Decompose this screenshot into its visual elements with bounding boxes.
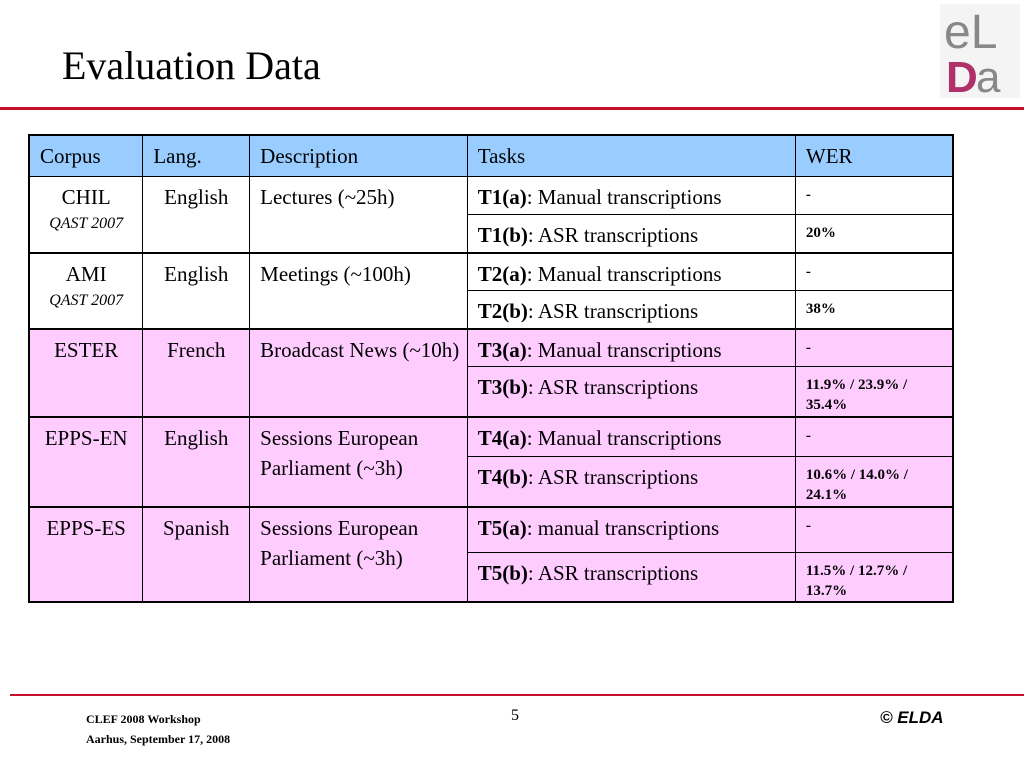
task-code-close: ) <box>519 261 527 286</box>
corpus-cell <box>29 417 143 507</box>
table-row <box>29 329 953 367</box>
evaluation-data-table <box>28 134 954 603</box>
task-description: : Manual transcriptions <box>526 261 722 286</box>
task-cell <box>467 553 795 603</box>
task-description: : ASR transcriptions <box>527 299 699 323</box>
task-code-close: ) <box>519 425 527 450</box>
task-code-close: ) <box>520 223 528 247</box>
corpus-subtitle: QAST 2007 <box>49 215 124 232</box>
elda-logo <box>940 4 1020 98</box>
header-corpus: Corpus <box>29 135 143 177</box>
table-row <box>29 177 953 215</box>
bottom-divider <box>10 694 1024 696</box>
task-code: T4(b <box>477 465 521 489</box>
task-code-close: ) <box>519 515 527 540</box>
task-description: : ASR transcriptions <box>527 465 699 489</box>
corpus-cell <box>29 177 143 253</box>
header-description: Description <box>250 135 468 177</box>
svg-text:a: a <box>976 53 1001 98</box>
task-code: T3(b <box>477 375 521 399</box>
header-tasks: Tasks <box>467 135 795 177</box>
slide-title: Evaluation Data <box>62 43 321 88</box>
task-code: T2(b <box>477 299 521 323</box>
wer-cell: - <box>795 177 953 215</box>
task-code: T5(a <box>477 515 520 540</box>
corpus-name: CHIL <box>61 185 111 209</box>
language-cell: English <box>143 417 250 507</box>
task-cell <box>467 177 795 215</box>
task-description: : Manual transcriptions <box>526 185 722 209</box>
table-row <box>29 417 953 457</box>
task-code: T2(a <box>477 261 520 286</box>
language-cell: Spanish <box>143 507 250 603</box>
corpus-name: AMI <box>65 261 107 286</box>
corpus-cell <box>29 253 143 329</box>
corpus-name: ESTER <box>54 337 119 362</box>
table-row <box>29 253 953 291</box>
corpus-subtitle: QAST 2007 <box>49 291 124 309</box>
task-code: T1(b <box>477 223 521 247</box>
description-cell: Lectures (~25h) <box>250 177 468 253</box>
table-row <box>29 507 953 553</box>
svg-text:eL: eL <box>944 6 998 59</box>
wer-cell: 10.6% / 14.0% / 24.1% <box>795 457 953 507</box>
task-cell <box>467 215 795 253</box>
table-header-row <box>29 135 953 177</box>
top-divider <box>0 107 1024 110</box>
task-cell <box>467 291 795 329</box>
task-description: : Manual transcriptions <box>526 337 722 362</box>
description-cell: Sessions European Parliament (~3h) <box>250 507 468 603</box>
task-code-close: ) <box>520 561 528 585</box>
copyright-notice: © ELDA <box>880 708 944 727</box>
task-cell <box>467 367 795 417</box>
table-body <box>29 177 953 603</box>
task-description: : ASR transcriptions <box>527 223 699 247</box>
task-description: : Manual transcriptions <box>526 425 722 450</box>
footer-date: Aarhus, September 17, 2008 <box>86 732 231 746</box>
task-description: : ASR transcriptions <box>527 375 699 399</box>
header-wer: WER <box>795 135 953 177</box>
page-number: 5 <box>511 707 519 724</box>
task-code-close: ) <box>520 465 528 489</box>
footer-workshop: CLEF 2008 Workshop <box>86 712 201 726</box>
corpus-cell <box>29 507 143 603</box>
task-code-close: ) <box>519 185 527 209</box>
corpus-name: EPPS-ES <box>46 515 126 540</box>
header-lang: Lang. <box>143 135 250 177</box>
wer-cell: - <box>795 253 953 291</box>
task-description: : manual transcriptions <box>526 515 720 540</box>
task-cell <box>467 507 795 553</box>
task-cell <box>467 417 795 457</box>
task-code: T5(b <box>477 561 521 585</box>
wer-cell: 11.9% / 23.9% / 35.4% <box>795 367 953 417</box>
task-cell <box>467 457 795 507</box>
task-code-close: ) <box>520 375 528 399</box>
task-code-close: ) <box>520 299 528 323</box>
language-cell: English <box>143 177 250 253</box>
description-cell: Meetings (~100h) <box>250 253 468 329</box>
task-description: : ASR transcriptions <box>527 561 699 585</box>
task-cell <box>467 329 795 367</box>
svg-text:D: D <box>946 53 978 98</box>
wer-cell: - <box>795 507 953 553</box>
language-cell: English <box>143 253 250 329</box>
description-cell: Broadcast News (~10h) <box>250 329 468 417</box>
language-cell: French <box>143 329 250 417</box>
task-code-close: ) <box>519 337 527 362</box>
corpus-name: EPPS-EN <box>44 425 128 450</box>
task-code: T1(a <box>477 185 520 209</box>
wer-cell: 20% <box>795 215 953 253</box>
task-code: T4(a <box>477 425 520 450</box>
wer-cell: 38% <box>795 291 953 329</box>
description-cell: Sessions European Parliament (~3h) <box>250 417 468 507</box>
wer-cell: 11.5% / 12.7% / 13.7% <box>795 553 953 603</box>
task-code: T3(a <box>477 337 520 362</box>
wer-cell: - <box>795 329 953 367</box>
wer-cell: - <box>795 417 953 457</box>
task-cell <box>467 253 795 291</box>
corpus-cell <box>29 329 143 417</box>
